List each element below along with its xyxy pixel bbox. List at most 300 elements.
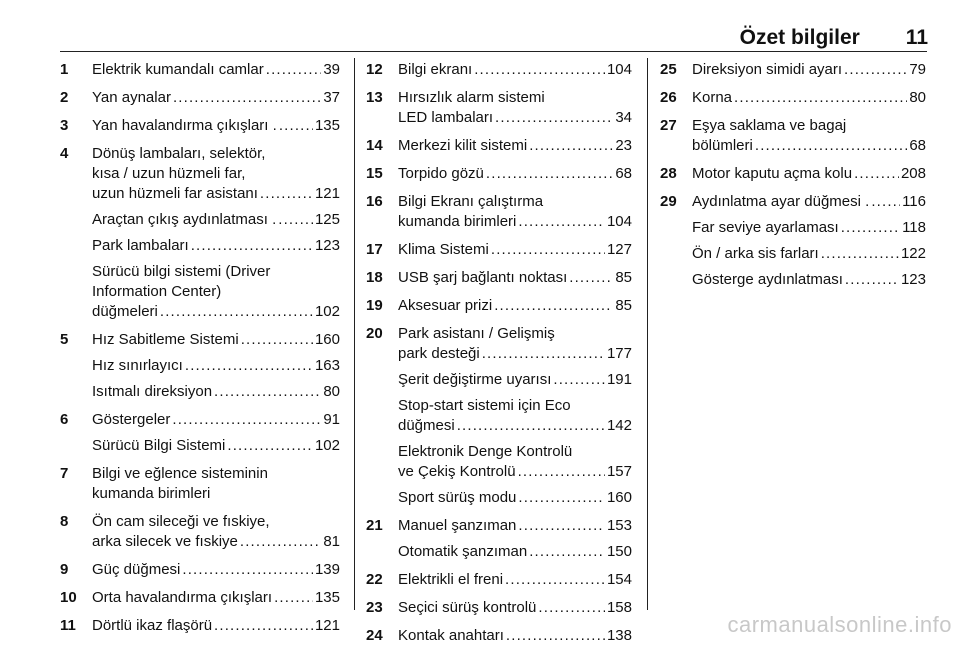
entry-body xyxy=(692,270,926,290)
entry-body xyxy=(92,464,340,504)
entry-line xyxy=(92,410,340,430)
index-entry xyxy=(660,116,926,156)
leader-dots xyxy=(821,244,899,264)
entry-page-ref[interactable]: 150 xyxy=(606,543,632,560)
entry-line xyxy=(92,382,340,402)
entry-body xyxy=(92,356,340,376)
entry-line xyxy=(92,184,340,204)
entry-page-ref[interactable]: 135 xyxy=(314,117,340,134)
entry-body xyxy=(692,192,926,212)
leader-dots xyxy=(494,296,613,316)
entry-body xyxy=(692,60,926,80)
entry-number: 13 xyxy=(366,89,383,106)
page-number: 11 xyxy=(905,26,928,49)
entry-page-ref[interactable]: 68 xyxy=(615,165,632,182)
entry-line xyxy=(398,542,632,562)
entry-page-ref[interactable]: 68 xyxy=(909,137,926,154)
entry-page-ref[interactable]: 177 xyxy=(606,345,632,362)
entry-number: 29 xyxy=(660,193,677,210)
leader-dots xyxy=(486,164,613,184)
index-entry xyxy=(366,370,632,390)
entry-line xyxy=(92,464,340,484)
leader-dots xyxy=(844,60,907,80)
index-entry xyxy=(366,442,632,482)
leader-dots xyxy=(191,236,313,256)
entry-text: ve Çekiş Kontrolü xyxy=(398,463,516,480)
entry-number xyxy=(60,236,92,256)
entry-body xyxy=(398,396,632,436)
entry-text: Aydınlatma ayar düğmesi . xyxy=(692,193,870,210)
entry-number xyxy=(60,210,92,230)
entry-line xyxy=(398,516,632,536)
entry-number xyxy=(60,436,92,456)
entry-text: Far seviye ayarlaması xyxy=(692,219,839,236)
leader-dots xyxy=(518,212,605,232)
entry-line xyxy=(692,116,926,136)
entry-line xyxy=(92,616,340,636)
entry-text: Information Center) xyxy=(92,283,222,300)
entry-number: 14 xyxy=(366,137,383,154)
entry-body xyxy=(92,410,340,430)
entry-number: 27 xyxy=(660,117,677,134)
entry-text: Sürücü bilgi sistemi (Driver xyxy=(92,263,271,280)
entry-text: Eşya saklama ve bagaj xyxy=(692,117,847,134)
entry-text: Elektrikli el freni xyxy=(398,571,504,588)
entry-page-ref[interactable]: 135 xyxy=(314,589,340,606)
page-title: Özet bilgiler xyxy=(739,26,860,49)
entry-line xyxy=(398,88,632,108)
index-entry xyxy=(60,116,340,136)
entry-body xyxy=(692,164,926,184)
index-column-1 xyxy=(60,60,340,644)
entry-body xyxy=(92,560,340,580)
entry-line xyxy=(398,212,632,232)
index-entry xyxy=(366,488,632,508)
entry-text: Manuel şanzıman xyxy=(398,517,517,534)
entry-text: uzun hüzmeli far asistanı xyxy=(92,185,258,202)
entry-line xyxy=(692,164,926,184)
entry-line xyxy=(92,282,340,302)
entry-number: 1 xyxy=(60,61,69,78)
leader-dots xyxy=(482,344,605,364)
leader-dots xyxy=(538,598,605,618)
leader-dots xyxy=(529,136,613,156)
entry-line xyxy=(398,370,632,390)
entry-line xyxy=(92,116,340,136)
index-entry xyxy=(660,218,926,238)
leader-dots xyxy=(569,268,613,288)
entry-page-ref[interactable]: 138 xyxy=(606,627,632,644)
entry-line xyxy=(92,210,340,230)
entry-text: Orta havalandırma çıkışları xyxy=(92,589,273,606)
leader-dots xyxy=(871,192,900,212)
entry-page-ref[interactable]: 153 xyxy=(606,517,632,534)
entry-number: 22 xyxy=(366,571,383,588)
entry-line xyxy=(92,588,340,608)
entry-text: Sürücü Bilgi Sistemi xyxy=(92,437,226,454)
entry-page-ref[interactable]: 122 xyxy=(900,245,926,262)
entry-line xyxy=(692,192,926,212)
entry-text: park desteği xyxy=(398,345,480,362)
entry-text: Araçtan çıkış aydınlatması . xyxy=(92,211,277,228)
entry-line xyxy=(398,268,632,288)
entry-line xyxy=(92,356,340,376)
entry-number: 23 xyxy=(366,599,383,616)
leader-dots xyxy=(173,88,321,108)
entry-text: USB şarj bağlantı noktası xyxy=(398,269,568,286)
index-entry xyxy=(60,144,340,204)
entry-number: 26 xyxy=(660,89,677,106)
entry-line xyxy=(398,240,632,260)
index-entry xyxy=(366,88,632,128)
leader-dots xyxy=(518,488,605,508)
entry-text: Torpido gözü xyxy=(398,165,484,182)
entry-line xyxy=(92,262,340,282)
entry-body xyxy=(92,436,340,456)
entry-line xyxy=(92,484,340,504)
entry-page-ref[interactable]: 158 xyxy=(606,599,632,616)
entry-page-ref[interactable]: 80 xyxy=(323,383,340,400)
entry-number: 12 xyxy=(366,61,383,78)
leader-dots xyxy=(185,356,313,376)
entry-text: düğmeleri xyxy=(92,303,158,320)
entry-text: bölümleri xyxy=(692,137,753,154)
entry-number: 15 xyxy=(366,165,383,182)
entry-page-ref[interactable]: 123 xyxy=(314,237,340,254)
index-entry xyxy=(60,616,340,636)
entry-text: Ön cam sileceği ve fıskiye, xyxy=(92,513,270,530)
entry-number: 24 xyxy=(366,627,383,644)
entry-number: 18 xyxy=(366,269,383,286)
entry-page-ref[interactable]: 85 xyxy=(615,297,632,314)
leader-dots xyxy=(214,616,313,636)
leader-dots xyxy=(841,218,900,238)
entry-text: Aksesuar prizi xyxy=(398,297,493,314)
entry-number xyxy=(366,542,398,562)
entry-page-ref[interactable]: 157 xyxy=(606,463,632,480)
entry-line xyxy=(92,436,340,456)
entry-text: düğmesi xyxy=(398,417,455,434)
entry-body xyxy=(398,370,632,390)
entry-number: 10 xyxy=(60,589,77,606)
page-header xyxy=(60,26,928,52)
entry-text: Gösterge aydınlatması xyxy=(692,271,843,288)
index-entry xyxy=(366,164,632,184)
entry-text: Dönüş lambaları, selektör, xyxy=(92,145,266,162)
entry-body xyxy=(92,588,340,608)
entry-text: Hırsızlık alarm sistemi xyxy=(398,89,545,106)
entry-line xyxy=(398,60,632,80)
leader-dots xyxy=(240,532,321,552)
entry-text: Merkezi kilit sistemi xyxy=(398,137,528,154)
entry-line xyxy=(692,218,926,238)
entry-text: Stop-start sistemi için Eco xyxy=(398,397,571,414)
entry-page-ref[interactable]: 160 xyxy=(606,489,632,506)
entry-page-ref[interactable]: 121 xyxy=(314,185,340,202)
index-entry xyxy=(60,436,340,456)
index-entry xyxy=(366,296,632,316)
entry-page-ref[interactable]: 23 xyxy=(615,137,632,154)
entry-text: Park asistanı / Gelişmiş xyxy=(398,325,555,342)
entry-number: 16 xyxy=(366,193,383,210)
entry-page-ref[interactable]: 142 xyxy=(606,417,632,434)
leader-dots xyxy=(734,88,907,108)
entry-page-ref[interactable]: 104 xyxy=(606,213,632,230)
entry-body xyxy=(92,88,340,108)
entry-page-ref[interactable]: 39 xyxy=(323,61,340,78)
entry-body xyxy=(92,512,340,552)
entry-number: 28 xyxy=(660,165,677,182)
entry-number: 6 xyxy=(60,411,69,428)
entry-page-ref[interactable]: 208 xyxy=(900,165,926,182)
leader-dots xyxy=(845,270,899,290)
entry-line xyxy=(398,442,632,462)
entry-number: 11 xyxy=(60,617,76,634)
entry-line xyxy=(92,88,340,108)
entry-page-ref[interactable]: 125 xyxy=(314,211,340,228)
leader-dots xyxy=(279,116,313,136)
entry-text: Yan havalandırma çıkışları . xyxy=(92,117,277,134)
index-entry xyxy=(366,542,632,562)
entry-page-ref[interactable]: 34 xyxy=(615,109,632,126)
entry-line xyxy=(398,598,632,618)
entry-page-ref[interactable]: 139 xyxy=(314,561,340,578)
entry-text: kumanda birimleri xyxy=(398,213,517,230)
entry-line xyxy=(398,416,632,436)
entry-text: Güç düğmesi xyxy=(92,561,181,578)
entry-line xyxy=(692,270,926,290)
index-entry xyxy=(366,240,632,260)
leader-dots xyxy=(274,588,313,608)
entry-line xyxy=(92,532,340,552)
entry-line xyxy=(398,324,632,344)
index-entry xyxy=(60,60,340,80)
index-entry xyxy=(366,324,632,364)
entry-page-ref[interactable]: 163 xyxy=(314,357,340,374)
index-entry xyxy=(60,236,340,256)
index-column-3 xyxy=(660,60,926,298)
entry-page-ref[interactable]: 116 xyxy=(902,193,926,210)
header-rule xyxy=(60,51,927,52)
index-entry xyxy=(660,88,926,108)
index-entry xyxy=(60,382,340,402)
entry-body xyxy=(398,542,632,562)
entry-page-ref[interactable]: 85 xyxy=(615,269,632,286)
leader-dots xyxy=(457,416,605,436)
entry-line xyxy=(92,512,340,532)
leader-dots xyxy=(160,302,313,322)
entry-line xyxy=(398,108,632,128)
entry-text: kısa / uzun hüzmeli far, xyxy=(92,165,246,182)
entry-line xyxy=(92,330,340,350)
entry-number: 17 xyxy=(366,241,383,258)
entry-body xyxy=(398,60,632,80)
entry-line xyxy=(692,244,926,264)
index-entry xyxy=(660,164,926,184)
leader-dots xyxy=(241,330,313,350)
entry-line xyxy=(398,136,632,156)
entry-body xyxy=(398,570,632,590)
entry-text: Park lambaları xyxy=(92,237,189,254)
entry-body xyxy=(692,88,926,108)
entry-text: Sport sürüş modu xyxy=(398,489,517,506)
entry-number xyxy=(660,244,692,264)
entry-number xyxy=(366,442,398,482)
entry-page-ref[interactable]: 37 xyxy=(323,89,340,106)
entry-line xyxy=(398,396,632,416)
index-entry xyxy=(660,192,926,212)
entry-page-ref[interactable]: 154 xyxy=(606,571,632,588)
entry-text: Bilgi Ekranı çalıştırma xyxy=(398,193,544,210)
entry-number: 2 xyxy=(60,89,69,106)
entry-text: Motor kaputu açma kolu xyxy=(692,165,853,182)
entry-page-ref[interactable]: 80 xyxy=(909,89,926,106)
entry-line xyxy=(398,192,632,212)
entry-body xyxy=(692,116,926,156)
entry-number: 3 xyxy=(60,117,69,134)
entry-number xyxy=(660,218,692,238)
entry-number: 4 xyxy=(60,145,69,162)
entry-number xyxy=(60,382,92,402)
entry-page-ref[interactable]: 104 xyxy=(606,61,632,78)
entry-page-ref[interactable]: 191 xyxy=(606,371,632,388)
entry-body xyxy=(398,324,632,364)
entry-number xyxy=(660,270,692,290)
entry-page-ref[interactable]: 123 xyxy=(900,271,926,288)
entry-number: 25 xyxy=(660,61,677,78)
entry-page-ref[interactable]: 127 xyxy=(606,241,632,258)
entry-text: arka silecek ve fıskiye xyxy=(92,533,238,550)
entry-number: 19 xyxy=(366,297,383,314)
leader-dots xyxy=(518,516,605,536)
index-entry xyxy=(366,136,632,156)
entry-text: Bilgi ekranı xyxy=(398,61,473,78)
leader-dots xyxy=(553,370,605,390)
entry-number: 9 xyxy=(60,561,69,578)
entry-text: kumanda birimleri xyxy=(92,485,211,502)
index-entry xyxy=(60,88,340,108)
entry-body xyxy=(92,330,340,350)
entry-line xyxy=(92,302,340,322)
entry-line xyxy=(398,296,632,316)
entry-text: Elektrik kumandalı camlar xyxy=(92,61,264,78)
entry-number: 8 xyxy=(60,513,69,530)
entry-text: Elektronik Denge Kontrolü xyxy=(398,443,573,460)
entry-body xyxy=(92,116,340,136)
leader-dots xyxy=(505,570,605,590)
index-entry xyxy=(366,192,632,232)
index-entry xyxy=(366,570,632,590)
entry-line xyxy=(92,144,340,164)
leader-dots xyxy=(474,60,605,80)
leader-dots xyxy=(278,210,313,230)
entry-text: Seçici sürüş kontrolü xyxy=(398,599,537,616)
index-entry xyxy=(660,244,926,264)
entry-body xyxy=(398,516,632,536)
entry-text: Bilgi ve eğlence sisteminin xyxy=(92,465,268,482)
entry-number xyxy=(366,488,398,508)
index-entry xyxy=(366,268,632,288)
index-entry xyxy=(60,210,340,230)
index-entry xyxy=(60,464,340,504)
entry-body xyxy=(92,210,340,230)
index-entry xyxy=(660,60,926,80)
leader-dots xyxy=(506,626,605,646)
index-entry xyxy=(60,512,340,552)
entry-line xyxy=(692,88,926,108)
entry-number: 5 xyxy=(60,331,69,348)
entry-text: Otomatik şanzıman xyxy=(398,543,528,560)
index-entry xyxy=(60,356,340,376)
entry-text: Hız Sabitleme Sistemi xyxy=(92,331,239,348)
entry-body xyxy=(398,296,632,316)
index-entry xyxy=(60,410,340,430)
entry-page-ref[interactable]: 79 xyxy=(909,61,926,78)
entry-body xyxy=(692,218,926,238)
entry-body xyxy=(398,442,632,482)
leader-dots xyxy=(260,184,313,204)
entry-body xyxy=(398,268,632,288)
entry-line xyxy=(692,136,926,156)
entry-line xyxy=(398,462,632,482)
entry-page-ref[interactable]: 81 xyxy=(323,533,340,550)
entry-body xyxy=(92,144,340,204)
entry-text: Şerit değiştirme uyarısı xyxy=(398,371,552,388)
entry-line xyxy=(692,60,926,80)
entry-text: Yan aynalar xyxy=(92,89,171,106)
leader-dots xyxy=(518,462,605,482)
watermark: carmanualsonline.info xyxy=(727,612,952,637)
entry-page-ref[interactable]: 102 xyxy=(314,303,340,320)
entry-body xyxy=(398,488,632,508)
index-entry xyxy=(366,60,632,80)
entry-body xyxy=(398,598,632,618)
leader-dots xyxy=(854,164,899,184)
entry-body xyxy=(398,136,632,156)
leader-dots xyxy=(266,60,322,80)
leader-dots xyxy=(495,108,613,128)
index-entry xyxy=(60,262,340,322)
entry-body xyxy=(92,262,340,322)
entry-page-ref[interactable]: 118 xyxy=(902,219,926,236)
entry-page-ref[interactable]: 121 xyxy=(314,617,340,634)
entry-body xyxy=(92,60,340,80)
entry-text: Dörtlü ikaz flaşörü xyxy=(92,617,213,634)
entry-line xyxy=(398,164,632,184)
leader-dots xyxy=(227,436,313,456)
entry-text: Korna xyxy=(692,89,733,106)
index-entry xyxy=(366,516,632,536)
entry-line xyxy=(398,344,632,364)
leader-dots xyxy=(172,410,321,430)
entry-page-ref[interactable]: 91 xyxy=(323,411,340,428)
entry-number: 7 xyxy=(60,465,69,482)
entry-line xyxy=(398,488,632,508)
entry-text: LED lambaları xyxy=(398,109,494,126)
leader-dots xyxy=(529,542,605,562)
entry-text: Göstergeler xyxy=(92,411,171,428)
entry-body xyxy=(92,236,340,256)
entry-page-ref[interactable]: 160 xyxy=(314,331,340,348)
entry-page-ref[interactable]: 102 xyxy=(314,437,340,454)
entry-body xyxy=(398,88,632,128)
entry-body xyxy=(398,626,632,646)
entry-line xyxy=(398,626,632,646)
entry-text: Isıtmalı direksiyon xyxy=(92,383,213,400)
entry-body xyxy=(692,244,926,264)
leader-dots xyxy=(491,240,605,260)
entry-line xyxy=(92,236,340,256)
